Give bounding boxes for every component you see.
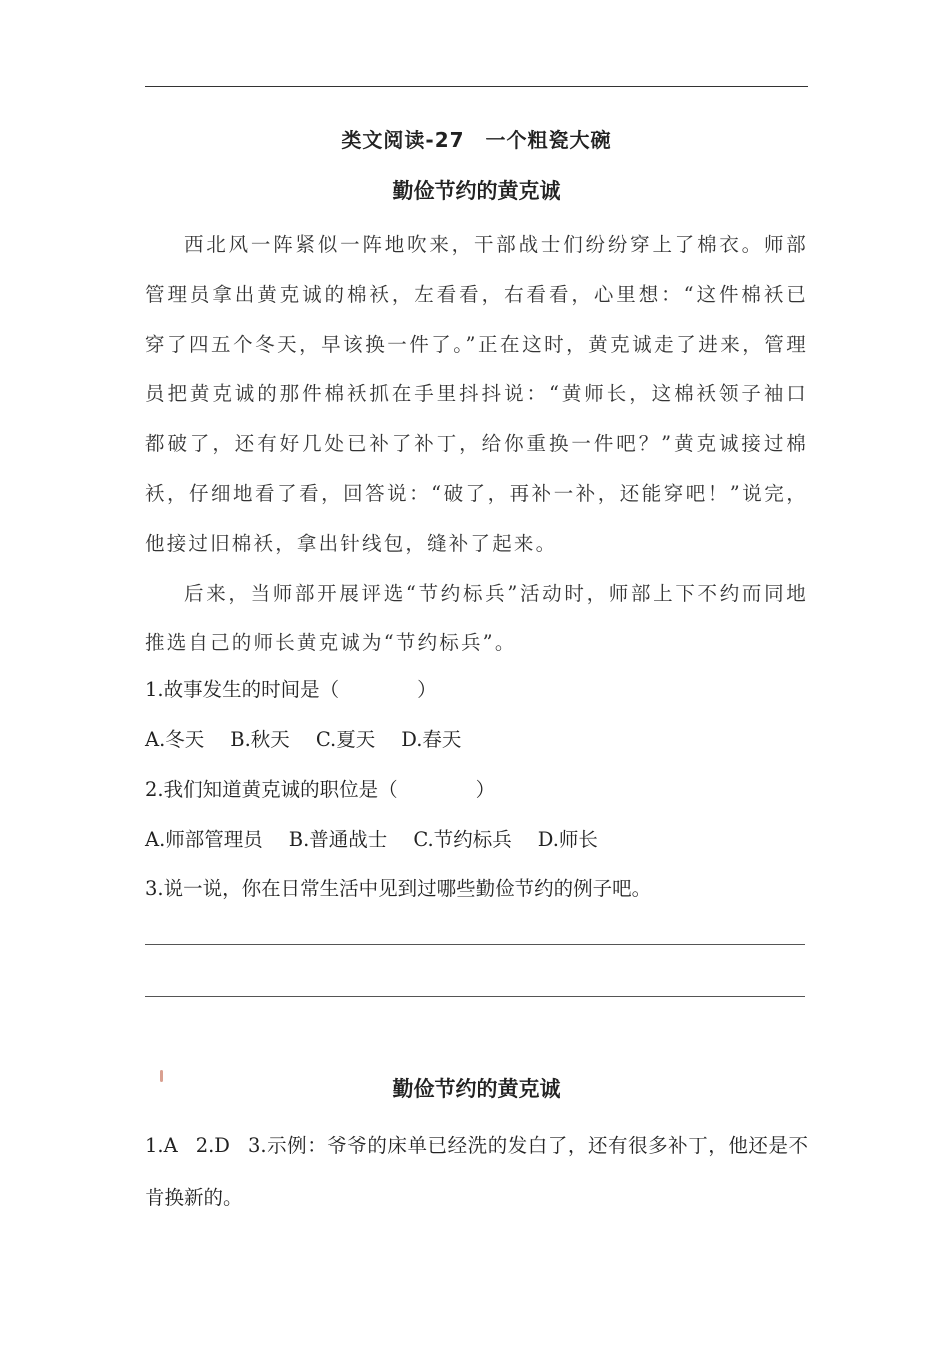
q1-option-b[interactable]: B.秋天 (230, 728, 290, 751)
reading-passage (145, 220, 808, 668)
q2-option-a[interactable]: A.师部管理员 (145, 828, 263, 851)
passage-paragraph-1: 西北风一阵紧似一阵地吹来，干部战士们纷纷穿上了棉衣。师部管理员拿出黄克诚的棉袄，左看看，右看看，心里想：“这件棉袄已穿了四五个冬天，早该换一件了。”正在这时，黄克诚走了进来，管理员把黄克诚的那件棉袄抓在手里抖抖说：“黄师长，这棉袄领子袖口都破了，还有好几处已补了补丁，给你重换一件吧？”黄克诚接过棉袄，仔细地看了看，回答说：“破了，再补一补，还能穿吧！”说完，他接过旧棉袄，拿出针线包，缝补了起来。 (145, 233, 808, 555)
q2-option-d[interactable]: D.师长 (537, 828, 598, 851)
answer-key (145, 1120, 808, 1224)
question-1-text: 1.故事发生的时间是（ (145, 678, 340, 701)
question-2-close: ） (475, 778, 496, 801)
question-2-text: 2.我们知道黄克诚的职位是（ (145, 778, 398, 801)
story-title: 勤俭节约的黄克诚 (392, 179, 561, 203)
worksheet-title: 类文阅读-27 一个粗瓷大碗 (341, 128, 612, 152)
answer-2: 2.D (195, 1134, 230, 1157)
header-rule (145, 86, 808, 87)
answer-line-2[interactable] (145, 996, 805, 997)
answer-1: 1.A (145, 1134, 178, 1157)
question-2 (145, 774, 815, 802)
answer-3: 3.示例：爷爷的床单已经洗的发白了，还有很多补丁，他还是不肯换新的。 (145, 1134, 808, 1209)
q1-option-d[interactable]: D.春天 (401, 728, 462, 751)
question-1-close: ） (417, 678, 437, 701)
passage-paragraph-2: 后来，当师部开展评选“节约标兵”活动时，师部上下不约而同地推选自己的师长黄克诚为“节约标兵”。 (145, 581, 808, 655)
question-1-options (145, 724, 815, 752)
question-3: 3.说一说，你在日常生活中见到过哪些勤俭节约的例子吧。 (145, 877, 652, 900)
answer-key-title: 勤俭节约的黄克诚 (392, 1077, 561, 1101)
q2-option-b[interactable]: B.普通战士 (288, 828, 388, 851)
q2-option-c[interactable]: C.节约标兵 (413, 828, 512, 851)
question-2-options (145, 824, 815, 852)
q1-option-c[interactable]: C.夏天 (315, 728, 376, 751)
question-1 (145, 674, 815, 702)
answer-line-1[interactable] (145, 944, 805, 945)
q1-option-a[interactable]: A.冬天 (145, 728, 205, 751)
